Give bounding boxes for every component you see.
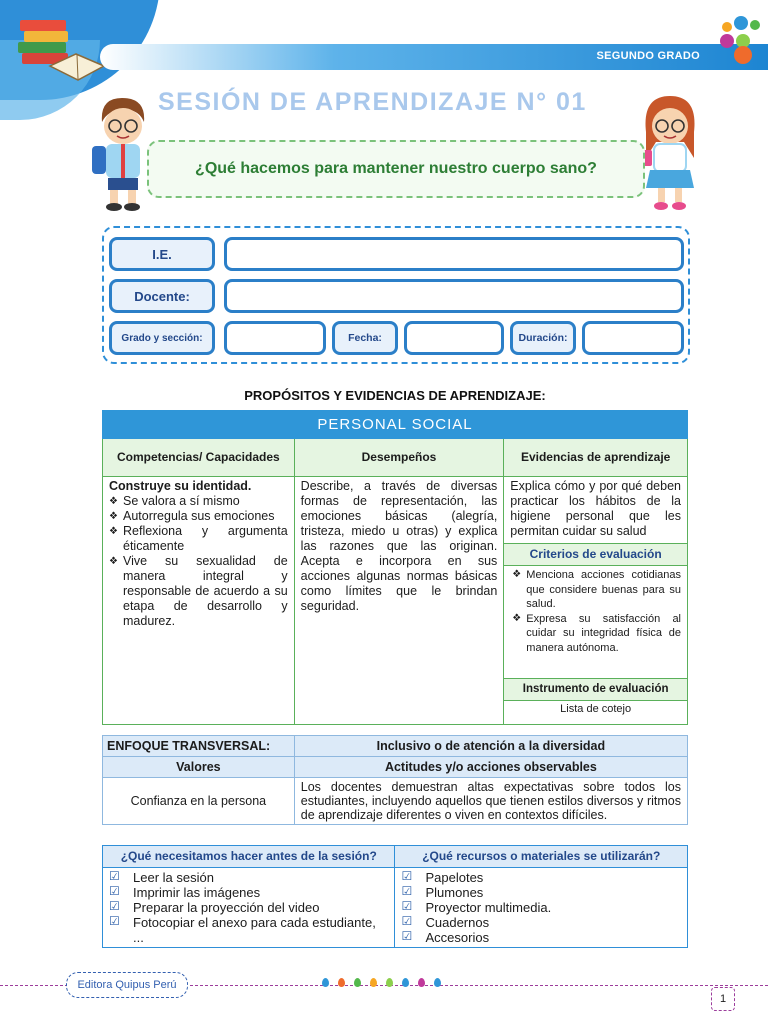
instrumento-title: Instrumento de evaluación bbox=[504, 678, 687, 701]
competencia-title: Construye su identidad. bbox=[109, 479, 252, 493]
recurso-item: ☑ Proyector multimedia. bbox=[401, 900, 681, 915]
valores-label: Valores bbox=[103, 757, 295, 778]
area-header: PERSONAL SOCIAL bbox=[103, 411, 688, 439]
desempeno-text: Describe, a través de diversas formas de representación, las emociones básicas (alegría, tristeza, miedo u otras) y explica las razones que las originan. Acepta e incorpora en sus acciones algunas normas básicas como límites que le brindan seguridad. bbox=[300, 479, 498, 613]
capacidad-item: ❖ Autorregula sus emociones bbox=[109, 509, 288, 524]
capacidad-item: ❖ Se valora a sí mismo bbox=[109, 494, 288, 509]
grado-seccion-label: Grado y sección: bbox=[109, 321, 215, 355]
session-question-box bbox=[147, 140, 645, 198]
valor-value: Confianza en la persona bbox=[103, 778, 295, 825]
actitud-value: Los docentes demuestran altas expectativas sobre todos los estudiantes, incluyendo aquellos que tienen estilos diversos y ritmos de aprendizaje diferentes o viven en contextos difíciles. bbox=[294, 778, 687, 825]
colored-dots-decoration bbox=[716, 14, 768, 70]
enfoque-label: ENFOQUE TRANSVERSAL: bbox=[103, 736, 295, 757]
enfoque-name: Inclusivo o de atención a la diversidad bbox=[294, 736, 687, 757]
docente-field[interactable] bbox=[224, 279, 684, 313]
instrumento-value: Lista de cotejo bbox=[560, 703, 632, 715]
evidencias-cell bbox=[504, 477, 688, 725]
antes-item: ☑ Preparar la proyección del video bbox=[109, 900, 388, 915]
capacidad-item: ❖ Vive su sexualidad de manera integral y responsable de acuerdo a su etapa de desarrollo y madurez. bbox=[109, 554, 288, 629]
recurso-item: ☑ Papelotes bbox=[401, 870, 681, 885]
col-competencias: Competencias/ Capacidades bbox=[103, 439, 295, 477]
col-evidencias: Evidencias de aprendizaje bbox=[504, 439, 688, 477]
recurso-item: ☑ Accesorios bbox=[401, 930, 681, 945]
docente-label: Docente: bbox=[109, 279, 215, 313]
page-title: SESIÓN DE APRENDIZAJE N° 01 bbox=[158, 88, 587, 116]
duracion-field[interactable] bbox=[582, 321, 684, 355]
page-number: 1 bbox=[711, 987, 735, 1011]
criterios-title: Criterios de evaluación bbox=[504, 543, 687, 566]
recursos-title: ¿Qué recursos o materiales se utilizarán? bbox=[395, 846, 688, 868]
capacidad-item: ❖ Reflexiona y argumenta éticamente bbox=[109, 524, 288, 554]
recurso-item: ☑ Plumones bbox=[401, 885, 681, 900]
duracion-label: Duración: bbox=[510, 321, 576, 355]
fecha-label: Fecha: bbox=[332, 321, 398, 355]
criterios-list bbox=[504, 566, 687, 678]
criterio-item: ❖ Menciona acciones cotidianas que considere buenas para su salud. bbox=[512, 568, 681, 612]
colored-drops-decoration bbox=[322, 978, 446, 992]
antes-item: ☑ Leer la sesión bbox=[109, 870, 388, 885]
session-question: ¿Qué hacemos para mantener nuestro cuerpo sano? bbox=[195, 160, 597, 177]
antes-item: ☑ Fotocopiar el anexo para cada estudiante, ... bbox=[109, 915, 388, 945]
antes-title: ¿Qué necesitamos hacer antes de la sesión? bbox=[103, 846, 395, 868]
col-desempenos: Desempeños bbox=[294, 439, 504, 477]
fecha-field[interactable] bbox=[404, 321, 504, 355]
personal-social-table bbox=[102, 410, 688, 725]
session-info-form bbox=[102, 226, 690, 364]
evidencia-text: Explica cómo y por qué deben practicar los hábitos de la higiene personal que les permitan cuidar su salud bbox=[510, 479, 681, 538]
antes-item: ☑ Imprimir las imágenes bbox=[109, 885, 388, 900]
recurso-item: ☑ Cuadernos bbox=[401, 915, 681, 930]
purposes-title: PROPÓSITOS Y EVIDENCIAS DE APRENDIZAJE: bbox=[244, 388, 546, 403]
preparation-table bbox=[102, 845, 688, 948]
recursos-list bbox=[395, 868, 687, 947]
antes-list bbox=[103, 868, 394, 947]
grado-seccion-field[interactable] bbox=[224, 321, 326, 355]
actitudes-label: Actitudes y/o acciones observables bbox=[294, 757, 687, 778]
publisher-badge: Editora Quipus Perú bbox=[66, 972, 188, 998]
recursos-cell bbox=[395, 868, 688, 948]
antes-cell bbox=[103, 868, 395, 948]
books-icon bbox=[14, 10, 106, 86]
enfoque-transversal-table bbox=[102, 735, 688, 825]
ie-label: I.E. bbox=[109, 237, 215, 271]
grade-label: SEGUNDO GRADO bbox=[596, 50, 700, 62]
capacidades-list bbox=[109, 494, 288, 629]
desempeno-cell bbox=[294, 477, 504, 725]
criterio-item: ❖ Expresa su satisfacción al cuidar su integridad física de manera autónoma. bbox=[512, 612, 681, 656]
ie-field[interactable] bbox=[224, 237, 684, 271]
competencias-cell bbox=[103, 477, 295, 725]
